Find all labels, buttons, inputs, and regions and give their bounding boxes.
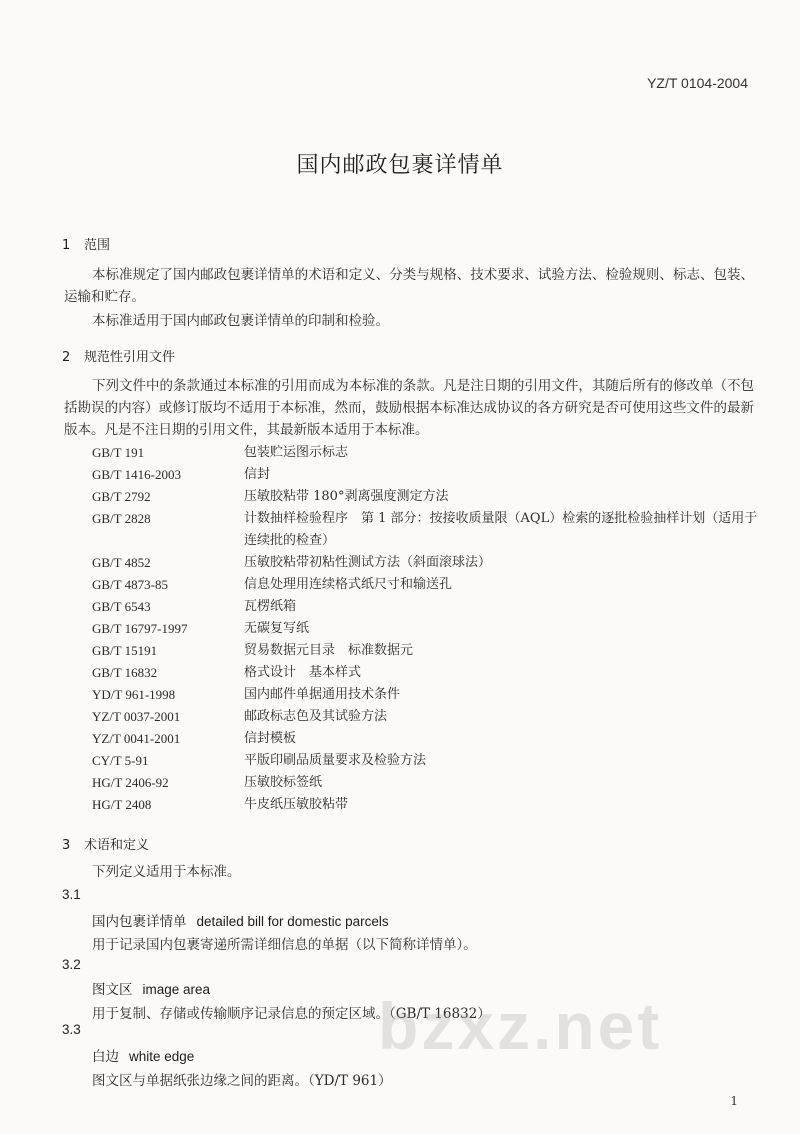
reference-row [92,662,762,684]
term-heading [92,910,389,930]
section-number: 1 [62,238,71,253]
reference-code: YD/T 961-1998 [92,687,176,702]
reference-code: HG/T 2406-92 [92,775,169,790]
term-definition: 用于复制、存储或传输顺序记录信息的预定区域。（GB/T 16832） [92,1006,491,1022]
reference-code: GB/T 16832 [92,665,158,680]
section-number: 3 [62,838,71,853]
term-heading [92,978,210,998]
reference-row [92,552,762,574]
reference-row [92,442,762,464]
reference-title: 贸易数据元目录 标准数据元 [244,643,414,658]
term-english: white edge [129,1049,195,1064]
section-1-paragraph-2: 本标准适用于国内邮政包裹详情单的印制和检验。 [92,313,389,329]
reference-title: 邮政标志色及其试验方法 [244,709,388,724]
reference-row [92,772,762,794]
term-number: 3.2 [62,957,81,972]
term-number: 3.1 [62,887,81,902]
reference-title: 压敏胶粘带初粘性测试方法（斜面滚球法） [244,555,492,570]
reference-title: 计数抽样检验程序 第 1 部分：按接收质量限（AQL）检索的逐批检验抽样计划（适用于连续批的检查） [244,511,758,548]
reference-row [92,728,762,750]
term-chinese: 白边 [92,1049,119,1065]
reference-row [92,618,762,640]
reference-row [92,706,762,728]
standard-code: YZ/T 0104-2004 [647,75,748,91]
reference-title: 平版印刷品质量要求及检验方法 [244,753,427,768]
reference-title: 牛皮纸压敏胶粘带 [244,797,349,812]
section-1-paragraph-1: 本标准规定了国内邮政包裹详情单的术语和定义、分类与规格、技术要求、试验方法、检验规则、标志、包装、运输和贮存。 [64,267,754,305]
reference-row [92,684,762,706]
reference-title: 压敏胶粘带 180°剥离强度测定方法 [244,489,449,504]
reference-row [92,508,762,552]
reference-title: 信封 [244,467,271,482]
term-english: detailed bill for domestic parcels [196,914,389,929]
reference-title: 瓦楞纸箱 [244,599,297,614]
reference-code: GB/T 16797-1997 [92,621,188,636]
section-1-heading [62,234,110,253]
reference-code: GB/T 2792 [92,489,151,504]
normative-references-list [92,442,762,816]
reference-code: YZ/T 0037-2001 [92,709,181,724]
reference-code: YZ/T 0041-2001 [92,731,181,746]
reference-code: GB/T 191 [92,445,145,460]
reference-row [92,640,762,662]
term-number: 3.3 [62,1022,81,1037]
term-heading [92,1045,194,1065]
reference-row [92,750,762,772]
section-3-paragraph-1: 下列定义适用于本标准。 [92,864,241,880]
document-title: 国内邮政包裹详情单 [296,153,504,178]
reference-code: GB/T 4852 [92,555,151,570]
reference-code: GB/T 6543 [92,599,151,614]
section-title: 范围 [84,238,111,253]
term-chinese: 图文区 [92,982,133,998]
reference-title: 压敏胶标签纸 [244,775,323,790]
reference-code: GB/T 1416-2003 [92,467,181,482]
page-number: 1 [730,1094,738,1108]
reference-code: GB/T 4873-85 [92,577,168,592]
reference-title: 包装贮运图示标志 [244,445,349,460]
term-english: image area [142,982,211,997]
reference-title: 信息处理用连续格式纸尺寸和输送孔 [244,577,453,592]
section-number: 2 [62,350,71,365]
reference-row [92,574,762,596]
term-chinese: 国内包裹详情单 [92,914,187,930]
reference-title: 国内邮件单据通用技术条件 [244,687,401,702]
section-3-heading [62,834,149,853]
reference-row [92,794,762,816]
reference-row [92,486,762,508]
reference-code: CY/T 5-91 [92,753,149,768]
watermark: bzxz.net [378,989,663,1063]
reference-title: 格式设计 基本样式 [244,665,362,680]
section-2-heading [62,346,175,365]
reference-code: HG/T 2408 [92,797,152,812]
reference-title: 信封模板 [244,731,297,746]
term-definition: 图文区与单据纸张边缘之间的距离。（YD/T 961） [92,1073,392,1089]
reference-title: 无碳复写纸 [244,621,310,636]
reference-row [92,596,762,618]
section-title: 术语和定义 [84,838,150,853]
section-2-paragraph-1: 下列文件中的条款通过本标准的引用而成为本标准的条款。凡是注日期的引用文件，其随后所有的修改单（不包括勘误的内容）或修订版均不适用于本标准，然而，鼓励根据本标准达成协议的各方研究是否可使用这些文件的最新版本。凡是不注日期的引用文件，其最新版本适用于本标准。 [64,378,754,438]
reference-row [92,464,762,486]
reference-code: GB/T 2828 [92,511,151,526]
term-definition: 用于记录国内包裹寄递所需详细信息的单据（以下简称详情单）。 [92,937,477,953]
reference-code: GB/T 15191 [92,643,158,658]
section-title: 规范性引用文件 [84,350,176,365]
